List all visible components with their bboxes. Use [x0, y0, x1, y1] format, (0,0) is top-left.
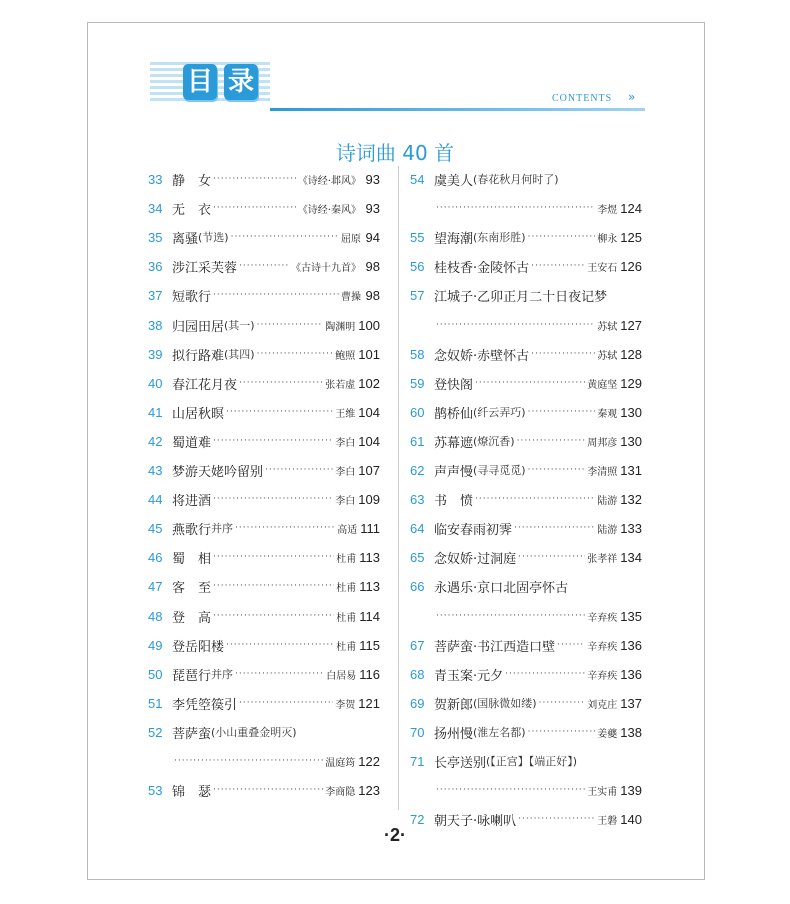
entry-author: 屈原 — [341, 233, 361, 245]
entry-title: 锦 瑟 — [172, 784, 212, 800]
entry-author: 杜甫 — [336, 612, 357, 624]
leader-dots — [235, 669, 324, 679]
entry-number: 64 — [410, 520, 425, 536]
leader-dots — [436, 203, 595, 213]
entry-number: 45 — [148, 520, 163, 536]
toc-entry — [410, 343, 642, 365]
entry-page: 130 — [620, 433, 642, 449]
entry-author: 苏轼 — [597, 350, 618, 362]
entry-title: 客 至 — [172, 580, 212, 596]
entry-title: 永遇乐·京口北固亭怀古 — [434, 580, 569, 596]
entry-page: 130 — [620, 404, 642, 420]
toc-entry — [148, 459, 380, 481]
entry-author: 辛弃疾 — [587, 670, 618, 682]
toc-entry — [410, 575, 642, 597]
leader-dots — [436, 320, 595, 330]
entry-title: 静 女 — [172, 173, 212, 189]
toc-entry — [410, 430, 642, 452]
entry-page: 101 — [358, 346, 380, 362]
entry-author: 张孝祥 — [587, 553, 618, 565]
entry-number: 41 — [148, 404, 163, 420]
toc-entry — [410, 605, 642, 627]
leader-dots — [235, 523, 335, 533]
entry-number: 56 — [410, 258, 425, 274]
entry-author: 姜夔 — [597, 728, 618, 740]
toc-entry — [148, 284, 380, 306]
entry-title: 拟行路难 — [172, 348, 225, 364]
entry-page: 127 — [620, 317, 642, 333]
entry-author: 李白 — [335, 495, 356, 507]
entry-author: 白居易 — [326, 670, 357, 682]
entry-page: 107 — [358, 462, 380, 478]
entry-author: 陆游 — [597, 524, 618, 536]
entry-note: (【正宫】【端正好】) — [486, 755, 578, 768]
entry-author: 王磐 — [597, 815, 618, 827]
entry-page: 128 — [620, 346, 642, 362]
entry-page: 94 — [365, 229, 380, 245]
entry-author: 王安石 — [587, 262, 618, 274]
entry-author: 曹操 — [341, 291, 361, 303]
entry-title: 归园田居 — [172, 319, 225, 335]
leader-dots — [475, 494, 595, 504]
entry-page: 121 — [358, 695, 380, 711]
toc-entry — [148, 488, 380, 510]
leader-dots — [528, 232, 596, 242]
entry-title: 将进酒 — [172, 493, 212, 509]
toc-entry — [148, 721, 380, 743]
entry-number: 38 — [148, 317, 163, 333]
entry-title: 山居秋暝 — [172, 406, 225, 422]
entry-page: 136 — [620, 637, 642, 653]
entry-number: 66 — [410, 578, 425, 594]
entry-title: 登岳阳楼 — [172, 639, 225, 655]
leader-dots — [436, 611, 585, 621]
entry-number: 37 — [148, 287, 163, 303]
toc-entry — [148, 430, 380, 452]
entry-number: 63 — [410, 491, 425, 507]
leader-dots — [528, 465, 586, 475]
entry-title: 短歌行 — [172, 289, 212, 305]
entry-note: (节选) — [198, 231, 229, 244]
toc-entry — [148, 779, 380, 801]
entry-author: 柳永 — [597, 233, 618, 245]
entry-note: (纤云弄巧) — [473, 406, 526, 419]
toc-entry — [410, 663, 642, 685]
entry-title: 蜀道难 — [172, 435, 212, 451]
entry-page: 129 — [620, 375, 642, 391]
contents-label: CONTENTS — [552, 93, 613, 104]
entry-page: 123 — [358, 782, 380, 798]
entry-note: (东南形胜) — [473, 231, 526, 244]
entry-number: 68 — [410, 666, 425, 682]
entry-page: 104 — [358, 433, 380, 449]
leader-dots — [239, 698, 333, 708]
entry-number: 52 — [148, 724, 163, 740]
toc-entry — [148, 517, 380, 539]
leader-dots — [257, 349, 334, 359]
entry-page: 134 — [620, 549, 642, 565]
entry-title: 虞美人 — [434, 173, 474, 189]
entry-number: 67 — [410, 637, 425, 653]
leader-dots — [213, 174, 296, 184]
entry-page: 139 — [620, 782, 642, 798]
entry-note: (其一) — [224, 319, 255, 332]
entry-page: 116 — [359, 666, 380, 682]
entry-title: 鹊桥仙 — [434, 406, 474, 422]
entry-page: 137 — [620, 695, 642, 711]
entry-author: 辛弃疾 — [587, 612, 618, 624]
entry-author: 温庭筠 — [325, 757, 356, 769]
entry-author: 黄庭坚 — [587, 379, 618, 391]
toc-entry — [148, 605, 380, 627]
entry-number: 43 — [148, 462, 163, 478]
entry-title: 苏幕遮 — [434, 435, 474, 451]
entry-page: 109 — [358, 491, 380, 507]
entry-title: 春江花月夜 — [172, 377, 238, 393]
toc-entry — [148, 314, 380, 336]
entry-page: 122 — [358, 753, 380, 769]
entry-page: 124 — [620, 200, 642, 216]
leader-dots — [231, 232, 339, 242]
entry-number: 35 — [148, 229, 163, 245]
entry-number: 40 — [148, 375, 163, 391]
entry-author: 陶渊明 — [325, 321, 356, 333]
entry-title: 江城子·乙卯正月二十日夜记梦 — [434, 289, 608, 305]
toc-entry — [148, 372, 380, 394]
chevron-right-icon: » — [628, 90, 634, 104]
entry-number: 48 — [148, 608, 163, 624]
toc-entry — [410, 284, 642, 306]
toc-entry — [410, 750, 642, 772]
leader-dots — [213, 436, 333, 446]
entry-title: 菩萨蛮·书江西造口壁 — [434, 639, 556, 655]
leader-dots — [557, 640, 585, 650]
toc-entry — [148, 255, 380, 277]
entry-number: 51 — [148, 695, 163, 711]
leader-dots — [213, 290, 339, 300]
toc-entry — [148, 750, 380, 772]
toc-entry — [410, 779, 642, 801]
leader-dots — [505, 669, 585, 679]
entry-title: 燕歌行 — [172, 522, 212, 538]
entry-title: 离骚 — [172, 231, 199, 247]
entry-note: (小山重叠金明灭) — [211, 726, 297, 739]
entry-page: 114 — [359, 608, 380, 624]
entry-page: 113 — [359, 549, 380, 565]
leader-dots — [174, 756, 323, 766]
entry-author: 《诗经·邶风》 — [297, 175, 361, 187]
toc-entry — [148, 401, 380, 423]
entry-author: 李白 — [335, 466, 356, 478]
leader-dots — [517, 436, 586, 446]
entry-title: 贺新郎 — [434, 697, 474, 713]
leader-dots — [213, 552, 334, 562]
toc-entry — [410, 692, 642, 714]
toc-entry — [148, 634, 380, 656]
entry-number: 54 — [410, 171, 425, 187]
toc-entry — [410, 197, 642, 219]
entry-number: 49 — [148, 637, 163, 653]
entry-title: 长亭送别 — [434, 755, 487, 771]
entry-note: (寻寻觅觅) — [473, 464, 526, 477]
entry-title: 念奴娇·过洞庭 — [434, 551, 517, 567]
entry-title: 菩萨蛮 — [172, 726, 212, 742]
toc-entry — [410, 634, 642, 656]
entry-author: 李白 — [335, 437, 356, 449]
leader-dots — [531, 349, 595, 359]
toc-entry — [148, 546, 380, 568]
entry-title: 望海潮 — [434, 231, 474, 247]
leader-dots — [213, 581, 334, 591]
toc-entry — [148, 343, 380, 365]
leader-dots — [265, 465, 333, 475]
toc-entry — [410, 314, 642, 336]
entry-page: 104 — [358, 404, 380, 420]
entry-author: 陆游 — [597, 495, 618, 507]
entry-title: 登 高 — [172, 610, 212, 626]
entry-page: 115 — [359, 637, 380, 653]
entry-title: 琵琶行 — [172, 668, 212, 684]
toc-entry — [148, 197, 380, 219]
toc-entry — [410, 459, 642, 481]
section-title: 诗词曲 40 首 — [335, 141, 455, 165]
toc-entry — [410, 255, 642, 277]
entry-number: 44 — [148, 491, 163, 507]
entry-number: 57 — [410, 287, 425, 303]
leader-dots — [226, 407, 333, 417]
entry-author: 杜甫 — [336, 582, 357, 594]
leader-dots — [475, 378, 585, 388]
toc-entry — [148, 575, 380, 597]
entry-number: 42 — [148, 433, 163, 449]
entry-page: 125 — [620, 229, 642, 245]
entry-page: 113 — [359, 578, 380, 594]
entry-page: 93 — [365, 200, 380, 216]
entry-title: 念奴娇·赤壁怀古 — [434, 348, 530, 364]
entry-author: 杜甫 — [336, 553, 357, 565]
entry-number: 69 — [410, 695, 425, 711]
leader-dots — [518, 552, 585, 562]
toc-entry — [410, 372, 642, 394]
header-underline — [270, 108, 645, 111]
entry-page: 132 — [620, 491, 642, 507]
entry-title: 朝天子·咏喇叭 — [434, 813, 517, 829]
toc-entry — [410, 721, 642, 743]
toc-entry — [410, 517, 642, 539]
entry-page: 111 — [360, 520, 380, 536]
leader-dots — [518, 814, 595, 824]
entry-author: 杜甫 — [336, 641, 357, 653]
entry-number: 58 — [410, 346, 425, 362]
entry-note: (淮左名都) — [473, 726, 526, 739]
toc-entry — [410, 401, 642, 423]
leader-dots — [531, 261, 585, 271]
entry-number: 62 — [410, 462, 425, 478]
entry-author: 鲍照 — [335, 350, 356, 362]
entry-title: 声声慢 — [434, 464, 474, 480]
entry-author: 王实甫 — [587, 786, 618, 798]
leader-dots — [213, 494, 333, 504]
entry-number: 34 — [148, 200, 163, 216]
toc-entry — [410, 488, 642, 510]
leader-dots — [239, 261, 289, 271]
entry-author: 刘克庄 — [587, 699, 618, 711]
entry-author: 李煜 — [597, 204, 618, 216]
entry-page: 126 — [620, 258, 642, 274]
leader-dots — [226, 640, 334, 650]
entry-author: 《诗经·秦风》 — [297, 204, 361, 216]
leader-dots — [539, 698, 586, 708]
entry-author: 苏轼 — [597, 321, 618, 333]
entry-number: 47 — [148, 578, 163, 594]
page-number: ·2· — [384, 825, 406, 845]
entry-page: 136 — [620, 666, 642, 682]
leader-dots — [213, 203, 296, 213]
toc-entry — [410, 226, 642, 248]
entry-note: 并序 — [211, 668, 234, 681]
entry-page: 133 — [620, 520, 642, 536]
entry-title: 临安春雨初霁 — [434, 522, 513, 538]
entry-author: 张若虚 — [325, 379, 356, 391]
entry-page: 131 — [620, 462, 642, 478]
entry-number: 39 — [148, 346, 163, 362]
leader-dots — [213, 785, 323, 795]
entry-number: 53 — [148, 782, 163, 798]
entry-title: 无 衣 — [172, 202, 212, 218]
entry-page: 102 — [358, 375, 380, 391]
entry-title: 涉江采芙蓉 — [172, 260, 238, 276]
entry-number: 59 — [410, 375, 425, 391]
title-char-mu: 目 — [183, 64, 217, 100]
toc-entry — [148, 692, 380, 714]
toc-entry — [148, 168, 380, 190]
entry-number: 65 — [410, 549, 425, 565]
entry-note: (春花秋月何时了) — [473, 173, 559, 186]
leader-dots — [213, 611, 334, 621]
entry-title: 梦游天姥吟留别 — [172, 464, 264, 480]
entry-page: 135 — [620, 608, 642, 624]
leader-dots — [239, 378, 323, 388]
entry-number: 50 — [148, 666, 163, 682]
toc-entry — [410, 168, 642, 190]
column-divider — [398, 166, 399, 810]
entry-title: 桂枝香·金陵怀古 — [434, 260, 530, 276]
entry-author: 李贺 — [335, 699, 356, 711]
entry-note: (国脉微如缕) — [473, 697, 537, 710]
entry-author: 周邦彦 — [587, 437, 618, 449]
entry-number: 33 — [148, 171, 163, 187]
entry-page: 100 — [358, 317, 380, 333]
entry-title: 登快阁 — [434, 377, 474, 393]
leader-dots — [514, 523, 595, 533]
entry-author: 李清照 — [587, 466, 618, 478]
entry-page: 93 — [365, 171, 380, 187]
entry-author: 高适 — [337, 524, 358, 536]
entry-number: 46 — [148, 549, 163, 565]
entry-author: 李商隐 — [325, 786, 356, 798]
entry-number: 70 — [410, 724, 425, 740]
entry-note: 并序 — [211, 522, 234, 535]
entry-author: 王维 — [335, 408, 356, 420]
entry-number: 60 — [410, 404, 425, 420]
entry-title: 扬州慢 — [434, 726, 474, 742]
leader-dots — [528, 407, 596, 417]
toc-entry — [148, 663, 380, 685]
entry-title: 书 愤 — [434, 493, 474, 509]
entry-page: 98 — [365, 287, 380, 303]
leader-dots — [257, 320, 324, 330]
entry-page: 98 — [365, 258, 380, 274]
entry-number: 61 — [410, 433, 425, 449]
leader-dots — [436, 785, 585, 795]
entry-number: 71 — [410, 753, 425, 769]
entry-number: 36 — [148, 258, 163, 274]
toc-entry — [148, 226, 380, 248]
entry-title: 李凭箜篌引 — [172, 697, 238, 713]
entry-page: 140 — [620, 811, 642, 827]
entry-number: 55 — [410, 229, 425, 245]
leader-dots — [528, 727, 596, 737]
entry-title: 青玉案·元夕 — [434, 668, 504, 684]
entry-author: 《古诗十九首》 — [291, 262, 361, 274]
toc-entry — [410, 546, 642, 568]
entry-author: 秦观 — [597, 408, 618, 420]
title-char-lu: 录 — [224, 64, 258, 100]
entry-title: 蜀 相 — [172, 551, 212, 567]
entry-page: 138 — [620, 724, 642, 740]
entry-number: 72 — [410, 811, 425, 827]
entry-note: (燎沉香) — [473, 435, 515, 448]
entry-author: 辛弃疾 — [587, 641, 618, 653]
entry-note: (其四) — [224, 348, 255, 361]
